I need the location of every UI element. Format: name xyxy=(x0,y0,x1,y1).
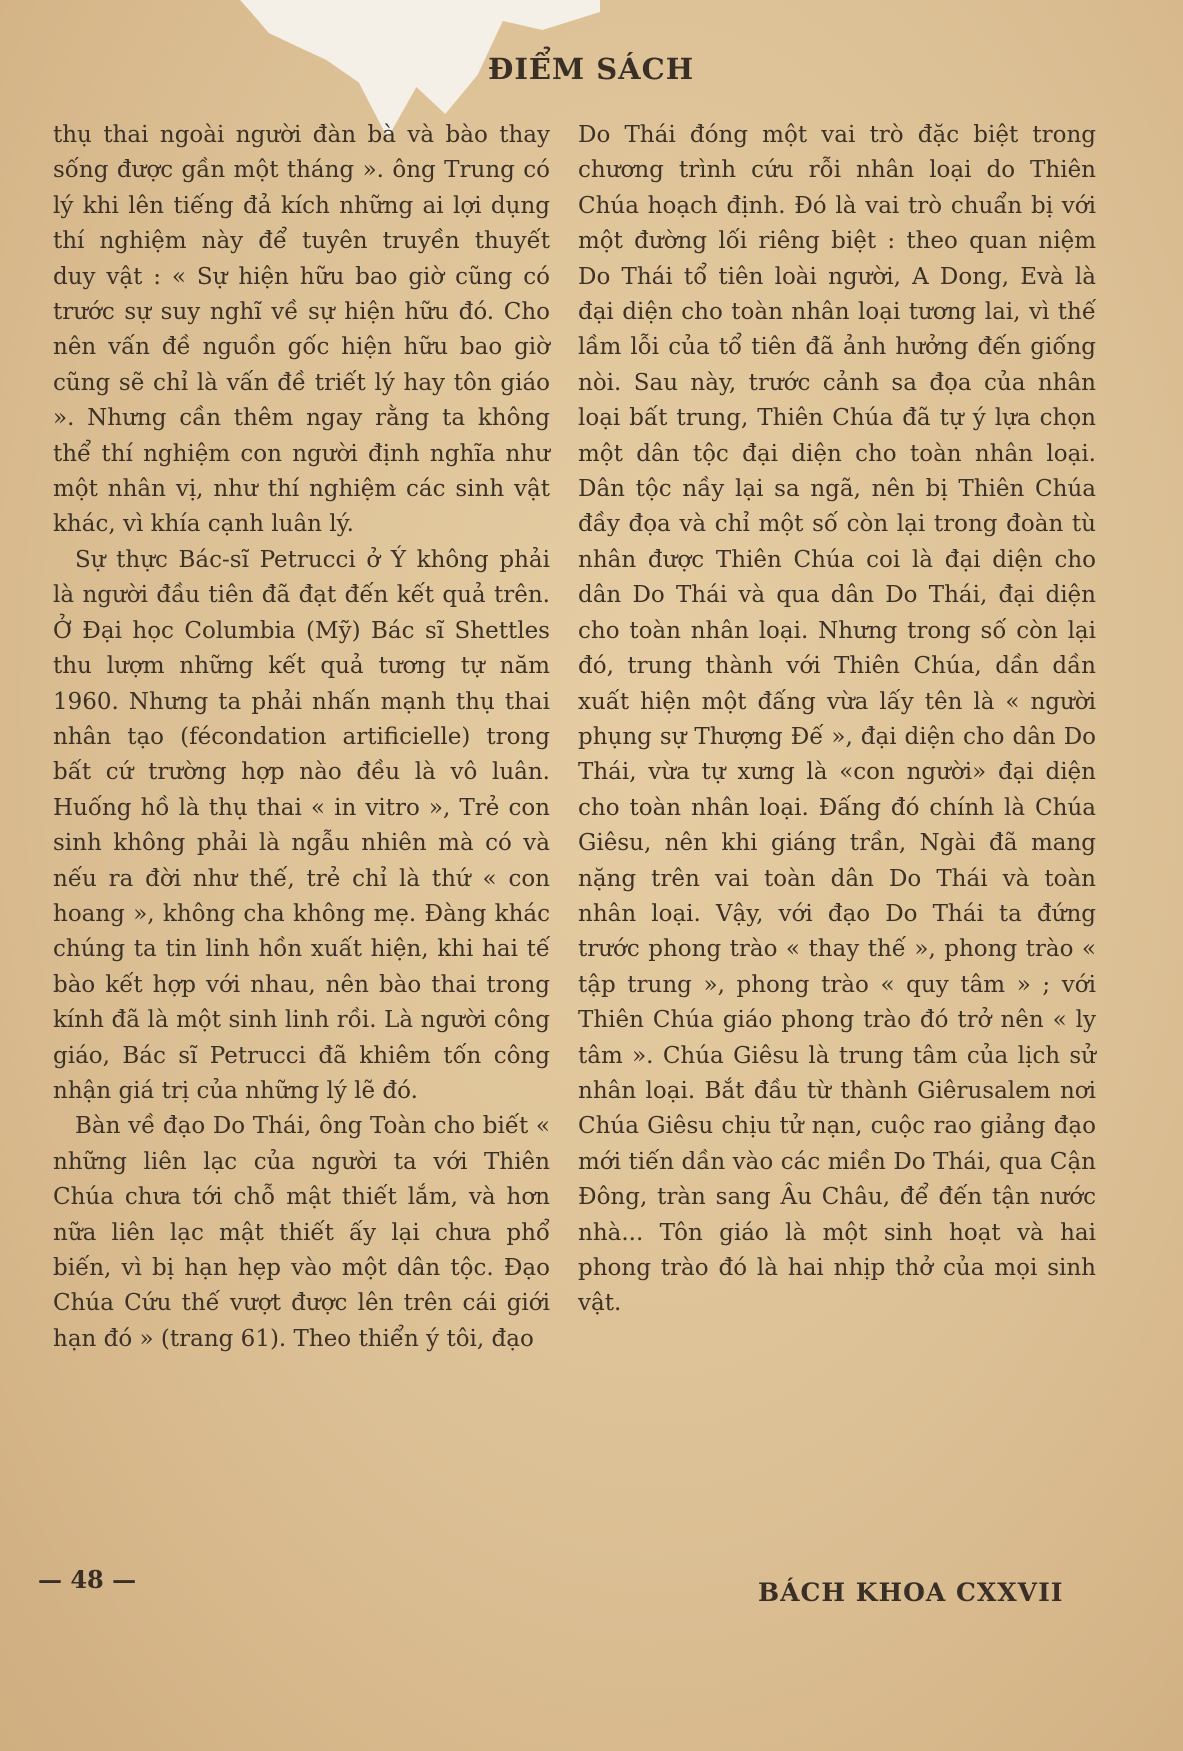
left-paragraph-2: Sự thực Bác-sĩ Petrucci ở Ý không phải là người đầu tiên đã đạt đến kết quả trên. Ở Đại học Columbia (Mỹ) Bác sĩ Shettles thu lượm những kết quả tương tự năm 1960. Nhưng ta phải nhấn mạnh thụ thai nhân tạo (fécondation artificielle) trong bất cứ trường hợp nào đều là vô luân. Huống hồ là thụ thai « in vitro », Trẻ con sinh không phải là ngẫu nhiên mà có và nếu ra đời như thế, trẻ chỉ là thứ « con hoang », không cha không mẹ. Đàng khác chúng ta tin linh hồn xuất hiện, khi hai tế bào kết hợp với nhau, nên bào thai trong kính đã là một sinh linh rồi. Là người công giáo, Bác sĩ Petrucci đã khiêm tốn công nhận giá trị của những lý lẽ đó. xyxy=(53,546,550,1104)
section-title: ĐIỂM SÁCH xyxy=(488,52,695,86)
right-text-column xyxy=(578,118,1096,1322)
left-paragraph-3: Bàn về đạo Do Thái, ông Toàn cho biết « những liên lạc của người ta với Thiên Chúa chưa tới chỗ mật thiết lắm, và hơn nữa liên lạc mật thiết ấy lại chưa phổ biến, vì bị hạn hẹp vào một dân tộc. Đạo Chúa Cứu thế vượt được lên trên cái giới hạn đó » (trang 61). Theo thiển ý tôi, đạo xyxy=(53,1113,550,1352)
page-number: — 48 — xyxy=(38,1565,137,1594)
journal-issue: BÁCH KHOA CXXVII xyxy=(758,1578,1064,1607)
left-paragraph-1: thụ thai ngoài người đàn bà và bào thay sống được gần một tháng ». ông Trung có lý khi lên tiếng đả kích những ai lợi dụng thí nghiệm này để tuyên truyền thuyết duy vật : « Sự hiện hữu bao giờ cũng có trước sự suy nghĩ về sự hiện hữu đó. Cho nên vấn đề nguồn gốc hiện hữu bao giờ cũng sẽ chỉ là vấn đề triết lý hay tôn giáo ». Nhưng cần thêm ngay rằng ta không thể thí nghiệm con người định nghĩa như một nhân vị, như thí nghiệm các sinh vật khác, vì khía cạnh luân lý. xyxy=(53,122,550,538)
right-paragraph-1: Do Thái đóng một vai trò đặc biệt trong chương trình cứu rỗi nhân loại do Thiên Chúa hoạch định. Đó là vai trò chuẩn bị với một đường lối riêng biệt : theo quan niệm Do Thái tổ tiên loài người, A Dong, Evà là đại diện cho toàn nhân loại tương lai, vì thế lầm lỗi của tổ tiên đã ảnh hưởng đến giống nòi. Sau này, trước cảnh sa đọa của nhân loại bất trung, Thiên Chúa đã tự ý lựa chọn một dân tộc đại diện cho toàn nhân loại. Dân tộc nầy lại sa ngã, nên bị Thiên Chúa đầy đọa và chỉ một số còn lại trong đoàn tù nhân được Thiên Chúa coi là đại diện cho dân Do Thái và qua dân Do Thái, đại diện cho toàn nhân loại. Nhưng trong số còn lại đó, trung thành với Thiên Chúa, dần dần xuất hiện một đấng vừa lấy tên là « người phụng sự Thượng Đế », đại diện cho dân Do Thái, vừa tự xưng là «con người» đại diện cho toàn nhân loại. Đấng đó chính là Chúa Giêsu, nên khi giáng trần, Ngài đã mang nặng trên vai toàn dân Do Thái và toàn nhân loại. Vậy, với đạo Do Thái ta đứng trước phong trào « thay thế », phong trào « tập trung », phong trào « quy tâm » ; với Thiên Chúa giáo phong trào đó trở nên « ly tâm ». Chúa Giêsu là trung tâm của lịch sử nhân loại. Bắt đầu từ thành Giêrusalem nơi Chúa Giêsu chịu tử nạn, cuộc rao giảng đạo mới tiến dần vào các miền Do Thái, qua Cận Đông, tràn sang Âu Châu, để đến tận nước nhà... Tôn giáo là một sinh hoạt và hai phong trào đó là hai nhịp thở của mọi sinh vật. xyxy=(578,122,1096,1317)
left-text-column xyxy=(53,118,550,1357)
